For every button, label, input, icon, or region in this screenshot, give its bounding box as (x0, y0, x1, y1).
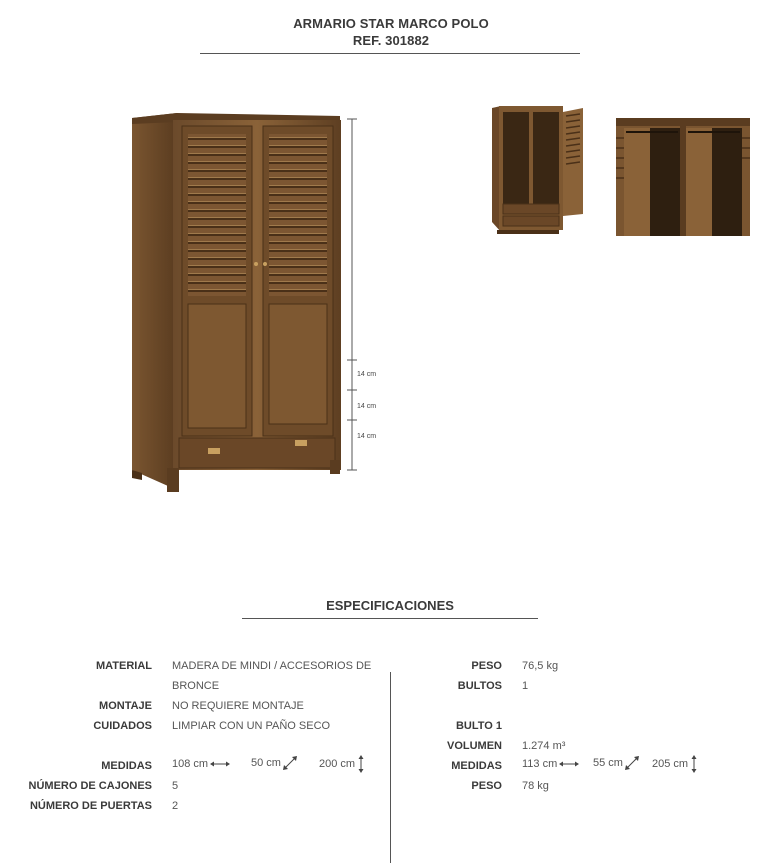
puertas-label: NÚMERO DE PUERTAS (29, 800, 152, 812)
bulto-medidas-label: MEDIDAS (451, 760, 502, 772)
montaje-label: MONTAJE (99, 700, 152, 712)
montaje-value: NO REQUIERE MONTAJE (172, 700, 304, 712)
specifications-title: ESPECIFICACIONES (326, 598, 454, 613)
depth-arrow-icon (283, 756, 297, 770)
peso-label: PESO (471, 660, 502, 672)
puertas-value: 2 (172, 800, 179, 812)
depth-arrow-icon (625, 756, 639, 770)
bulto-peso-label: PESO (471, 780, 502, 792)
medidas-height (319, 755, 365, 773)
bulto-title: BULTO 1 (455, 720, 502, 732)
width-arrow-icon (559, 759, 579, 769)
depth-value: 50 cm (251, 757, 281, 769)
material-label: MATERIAL (95, 660, 152, 672)
medidas-depth (251, 756, 297, 770)
header-rule (200, 53, 580, 54)
volumen-label: VOLUMEN (447, 740, 502, 752)
width-value: 113 cm (522, 758, 558, 770)
bulto-medidas-width (522, 758, 579, 770)
height-arrow-icon (690, 755, 698, 773)
height-value: 205 cm (652, 758, 689, 770)
dimension-label: 14 cm (357, 403, 377, 410)
wardrobe-main-image (125, 108, 365, 498)
dimension-label: 14 cm (357, 371, 377, 378)
bultos-label: BULTOS (457, 680, 502, 692)
depth-value: 55 cm (593, 757, 623, 769)
material-value-cont: BRONCE (172, 680, 220, 692)
width-value: 108 cm (172, 758, 209, 770)
specifications-rule (242, 618, 538, 619)
medidas-label: MEDIDAS (101, 760, 152, 772)
product-title: ARMARIO STAR MARCO POLO (293, 16, 489, 31)
peso-value: 76,5 kg (522, 660, 559, 672)
dimension-label: 14 cm (357, 433, 377, 440)
cajones-label: NÚMERO DE CAJONES (28, 780, 152, 792)
height-arrow-icon (357, 755, 365, 773)
wardrobe-open-thumbnail[interactable] (489, 104, 587, 238)
height-value: 200 cm (319, 758, 356, 770)
cuidados-value: LIMPIAR CON UN PAÑO SECO (172, 720, 331, 732)
product-reference: REF. 301882 (352, 33, 430, 48)
cuidados-label: CUIDADOS (93, 720, 152, 732)
bultos-value: 1 (522, 680, 529, 692)
column-divider (390, 672, 391, 863)
volumen-value: 1.274 m³ (522, 740, 566, 752)
cajones-value: 5 (172, 780, 179, 792)
material-value: MADERA DE MINDI / ACCESORIOS DE (172, 660, 372, 672)
bulto-medidas-depth (593, 756, 639, 770)
medidas-width (172, 758, 230, 770)
wardrobe-interior-thumbnail[interactable] (616, 118, 750, 236)
bulto-medidas-height (652, 755, 698, 773)
width-arrow-icon (210, 759, 230, 769)
bulto-peso-value: 78 kg (522, 780, 549, 792)
